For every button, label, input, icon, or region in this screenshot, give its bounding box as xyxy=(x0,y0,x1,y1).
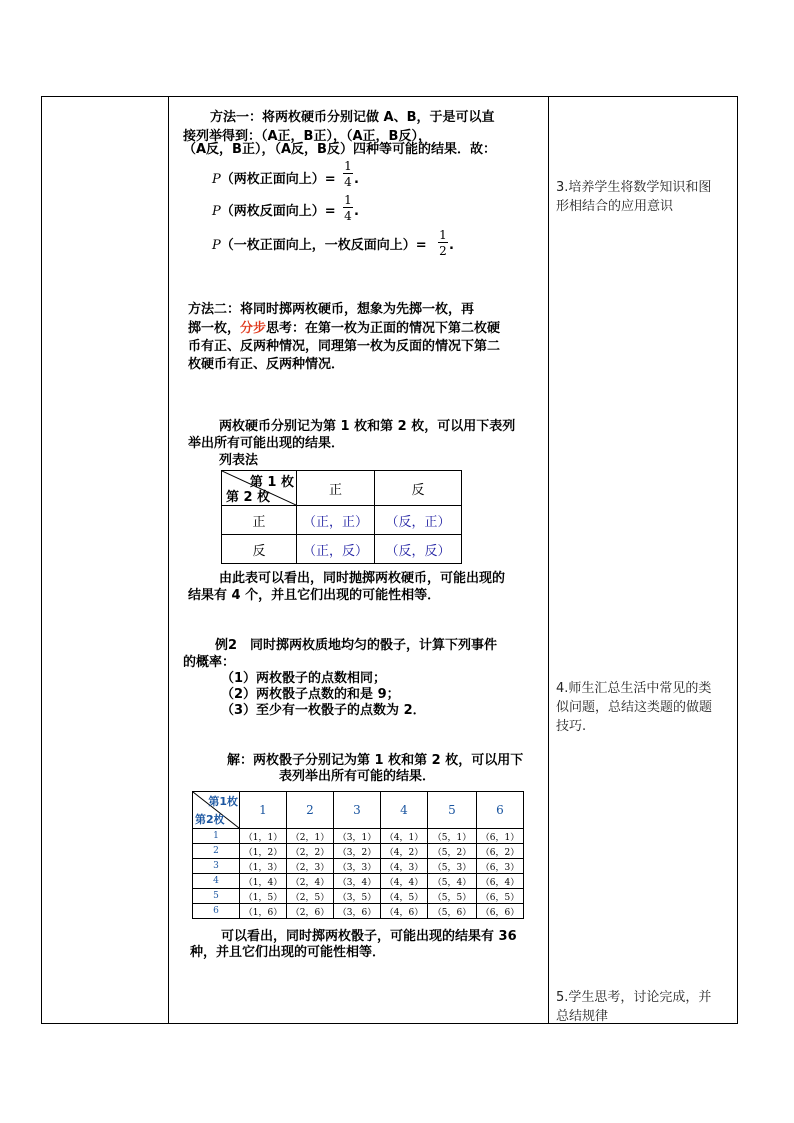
frac2-denominator: 4 xyxy=(344,209,352,223)
dice-conclusion-line1: 可以看出，同时掷两枚骰子，可能出现的结果有 36 xyxy=(221,929,517,944)
column-divider-right xyxy=(548,96,549,1024)
dice-cell: （1，1） xyxy=(240,829,287,844)
solution-line2: 表列举出所有可能的结果． xyxy=(279,769,436,784)
frac2-numerator: 1 xyxy=(344,193,352,207)
coin-row-header: 正 xyxy=(222,506,297,535)
coin-table-corner xyxy=(222,471,297,506)
note-5 xyxy=(556,988,736,1026)
eq3-period: . xyxy=(449,238,454,253)
method2-line3: 币有正、反两种情况，同理第一枚为反面的情况下第二 xyxy=(188,339,501,354)
frac1-numerator: 1 xyxy=(344,159,352,173)
dice-row xyxy=(193,829,524,844)
note-4-line3: 技巧. xyxy=(556,719,587,734)
dice-cell: （3，1） xyxy=(334,829,381,844)
dice-col-header: 5 xyxy=(428,792,477,829)
eq1-period: . xyxy=(354,172,359,187)
list-intro-line3: 列表法 xyxy=(219,453,259,468)
dice-cell: （4，2） xyxy=(381,844,428,859)
note-4-line2: 似问题，总结这类题的做题 xyxy=(556,700,713,715)
dice-conclusion-line2: 种，并且它们出现的可能性相等． xyxy=(190,945,386,960)
frac3-numerator: 1 xyxy=(439,228,447,242)
dice-cell: （5，6） xyxy=(428,904,477,919)
example2-item3: （3）至少有一枚骰子的点数为 2． xyxy=(221,703,426,718)
dice-row-header: 6 xyxy=(193,904,240,919)
note-4 xyxy=(556,679,736,736)
dice-row xyxy=(193,889,524,904)
method2-line2-b: 思考：在第一枚为正面的情况下第二枚硬 xyxy=(266,321,501,336)
dice-cell: （5，2） xyxy=(428,844,477,859)
dice-col-header: 6 xyxy=(477,792,524,829)
dice-cell: （4，4） xyxy=(381,874,428,889)
dice-cell: （3，6） xyxy=(334,904,381,919)
coin-col-header: 反 xyxy=(375,471,462,506)
note-3 xyxy=(556,178,736,216)
coin-conclusion-line1: 由此表可以看出，同时抛掷两枚硬币，可能出现的 xyxy=(219,571,506,586)
dice-row-header: 5 xyxy=(193,889,240,904)
dice-col-header: 2 xyxy=(287,792,334,829)
dice-row-header: 2 xyxy=(193,844,240,859)
method2-line1: 方法二：将同时掷两枚硬币，想象为先掷一枚，再 xyxy=(188,302,475,317)
dice-corner-bottom: 第2枚 xyxy=(195,813,225,826)
coin-corner-top: 第 1 枚 xyxy=(249,475,294,490)
method2-line2 xyxy=(188,319,500,338)
dice-table-corner xyxy=(193,792,240,829)
column-divider-left xyxy=(168,96,169,1024)
dice-cell: （1，2） xyxy=(240,844,287,859)
dice-cell: （1，5） xyxy=(240,889,287,904)
dice-col-header: 1 xyxy=(240,792,287,829)
example2-line1: 例2 同时掷两枚质地均匀的骰子，计算下列事件 xyxy=(215,638,498,653)
dice-corner-top: 第1枚 xyxy=(208,795,238,808)
solution-line1: 解：两枚骰子分别记为第 1 枚和第 2 枚，可以用下 xyxy=(227,753,524,768)
eq-one-each-text: （一枚正面向上，一枚反面向上）= xyxy=(220,238,427,253)
probability-eq-one-each xyxy=(212,236,427,255)
frac1-denominator: 4 xyxy=(344,175,352,189)
note-3-line2: 形相结合的应用意识 xyxy=(556,199,674,214)
dice-cell: （3，4） xyxy=(334,874,381,889)
dice-cell: （2，6） xyxy=(287,904,334,919)
frac3-denominator: 2 xyxy=(439,244,447,258)
coin-cell: （反，正） xyxy=(375,506,462,535)
dice-row xyxy=(193,874,524,889)
dice-cell: （4，5） xyxy=(381,889,428,904)
dice-cell: （3，3） xyxy=(334,859,381,874)
dice-cell: （4，6） xyxy=(381,904,428,919)
dice-cell: （5，1） xyxy=(428,829,477,844)
dice-cell: （1，6） xyxy=(240,904,287,919)
coin-cell: （反，反） xyxy=(375,535,462,564)
dice-cell: （2，5） xyxy=(287,889,334,904)
method1-line1: 方法一：将两枚硬币分别记做 A、B，于是可以直 xyxy=(210,110,495,125)
coin-cell: （正，反） xyxy=(297,535,375,564)
example2-item2: （2）两枚骰子点数的和是 9； xyxy=(221,687,400,702)
p-symbol: P xyxy=(212,172,221,187)
dice-cell: （2，4） xyxy=(287,874,334,889)
note-3-line1: 3.培养学生将数学知识和图 xyxy=(556,180,712,195)
eq-two-heads-text: （两枚正面向上）= xyxy=(220,172,336,187)
dice-cell: （4，3） xyxy=(381,859,428,874)
dice-row-header: 1 xyxy=(193,829,240,844)
dice-cell: （6，3） xyxy=(477,859,524,874)
dice-cell: （6，2） xyxy=(477,844,524,859)
coin-corner-bottom: 第 2 枚 xyxy=(226,490,271,505)
dice-cell: （5，5） xyxy=(428,889,477,904)
frac3-bar xyxy=(438,242,448,243)
coin-conclusion-line2: 结果有 4 个，并且它们出现的可能性相等． xyxy=(188,588,441,603)
p-symbol: P xyxy=(212,238,221,253)
dice-outcome-table xyxy=(192,791,524,919)
method2-line4: 枚硬币有正、反两种情况． xyxy=(188,357,345,372)
dice-cell: （1，4） xyxy=(240,874,287,889)
example2-line2: 的概率： xyxy=(183,655,236,670)
example2-item1: （1）两枚骰子的点数相同； xyxy=(221,671,387,686)
dice-cell: （6，1） xyxy=(477,829,524,844)
coin-cell: （正，正） xyxy=(297,506,375,535)
frac1-bar xyxy=(343,173,353,174)
dice-row xyxy=(193,844,524,859)
dice-cell: （2，3） xyxy=(287,859,334,874)
dice-cell: （4，1） xyxy=(381,829,428,844)
probability-eq-two-tails xyxy=(212,202,336,221)
method2-highlight: 分步 xyxy=(240,321,267,336)
dice-cell: （3，5） xyxy=(334,889,381,904)
coin-col-header: 正 xyxy=(297,471,375,506)
coin-outcome-table xyxy=(221,470,462,564)
p-symbol: P xyxy=(212,204,221,219)
note-4-line1: 4.师生汇总生活中常见的类 xyxy=(556,681,712,696)
dice-row xyxy=(193,904,524,919)
list-intro-line1: 两枚硬币分别记为第 1 枚和第 2 枚，可以用下表列 xyxy=(219,419,516,434)
dice-cell: （6，6） xyxy=(477,904,524,919)
method1-line3: （A反，B正），（A反，B反）四种等可能的结果．故： xyxy=(183,142,496,157)
dice-cell: （6，4） xyxy=(477,874,524,889)
probability-eq-two-heads xyxy=(212,170,336,189)
dice-row-header: 4 xyxy=(193,874,240,889)
method1-line2: 接列举得到：（A正，B正），（A正，B反）， xyxy=(183,129,431,144)
method2-line2-a: 掷一枚， xyxy=(188,321,241,336)
dice-row xyxy=(193,859,524,874)
dice-col-header: 3 xyxy=(334,792,381,829)
frac2-bar xyxy=(343,207,353,208)
eq2-period: . xyxy=(354,204,359,219)
list-intro-line2: 举出所有可能出现的结果． xyxy=(188,436,345,451)
dice-cell: （5，3） xyxy=(428,859,477,874)
coin-row-header: 反 xyxy=(222,535,297,564)
dice-cell: （6，5） xyxy=(477,889,524,904)
dice-col-header: 4 xyxy=(381,792,428,829)
dice-cell: （3，2） xyxy=(334,844,381,859)
dice-row-header: 3 xyxy=(193,859,240,874)
dice-cell: （2，2） xyxy=(287,844,334,859)
note-5-line1: 5.学生思考，讨论完成，并 xyxy=(556,990,712,1005)
dice-cell: （2，1） xyxy=(287,829,334,844)
dice-cell: （5，4） xyxy=(428,874,477,889)
note-5-line2: 总结规律 xyxy=(556,1009,609,1024)
dice-cell: （1，3） xyxy=(240,859,287,874)
eq-two-tails-text: （两枚反面向上）= xyxy=(220,204,336,219)
